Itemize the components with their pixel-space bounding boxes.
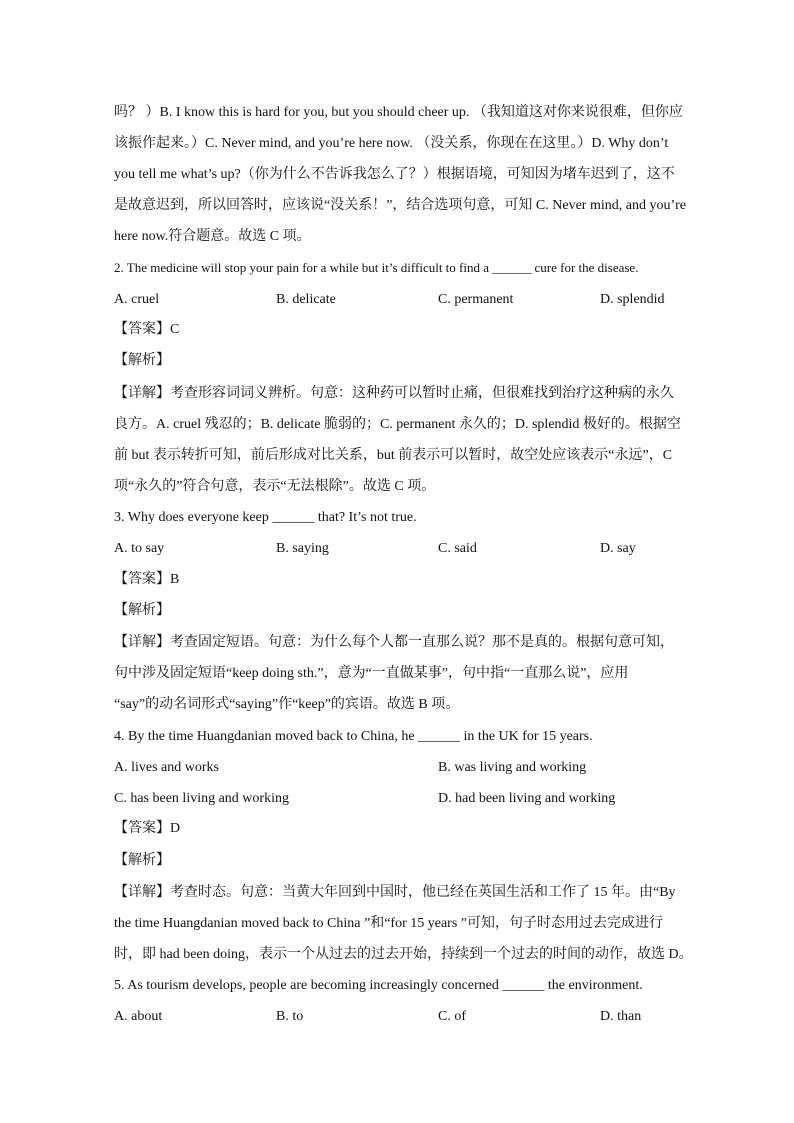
intro-line-2: 该振作起来。）C. Never mind, and you’re here now. （没关系，你现在在这里。）D. Why don’t — [114, 136, 669, 151]
question-2-option-b: B. delicate — [276, 292, 336, 307]
question-3-option-a: A. to say — [114, 541, 165, 556]
question-2-option-c: C. permanent — [438, 292, 514, 307]
question-3-option-d: D. say — [600, 541, 636, 556]
question-4-detail-3: 时，即 had been doing，表示一个从过去的过去开始，持续到一个过去的时间的动作，故选 D。 — [114, 947, 693, 962]
question-2-analysis-label: 【解析】 — [114, 353, 170, 368]
question-2-stem: 2. The medicine will stop your pain for a while but it’s difficult to find a ______ cure for the disease. — [114, 260, 639, 275]
question-3-detail-2: 句中涉及固定短语“keep doing sth.”，意为“一直做某事”，句中指“一直那么说”，应用 — [114, 666, 629, 681]
question-2-detail-4: 项“永久的”符合句意，表示“无法根除”。故选 C 项。 — [114, 479, 436, 494]
question-3-answer: 【答案】B — [114, 572, 180, 587]
question-4-answer: 【答案】D — [114, 821, 181, 836]
question-5-option-a: A. about — [114, 1009, 163, 1024]
question-3-option-c: C. said — [438, 541, 477, 556]
question-4-analysis-label: 【解析】 — [114, 853, 170, 868]
question-4-stem: 4. By the time Huangdanian moved back to China, he ______ in the UK for 15 years. — [114, 729, 593, 744]
question-4-option-b: B. was living and working — [438, 760, 587, 775]
question-3-detail-1: 【详解】考查固定短语。句意：为什么每个人都一直那么说？那不是真的。根据句意可知， — [114, 635, 674, 650]
question-5-stem: 5. As tourism develops, people are becoming increasingly concerned ______ the environment. — [114, 978, 643, 993]
question-2-answer: 【答案】C — [114, 322, 180, 337]
intro-line-1: 吗？ ）B. I know this is hard for you, but you should cheer up. （我知道这对你来说很难，但你应 — [114, 105, 683, 120]
question-4-option-d: D. had been living and working — [438, 791, 616, 806]
question-4-option-a: A. lives and works — [114, 760, 219, 775]
intro-line-5: here now.符合题意。故选 C 项。 — [114, 229, 311, 244]
question-3-analysis-label: 【解析】 — [114, 603, 170, 618]
question-3-stem: 3. Why does everyone keep ______ that? It’s not true. — [114, 510, 417, 525]
question-2-option-d: D. splendid — [600, 292, 665, 307]
question-2-detail-3: 前 but 表示转折可知，前后形成对比关系，but 前表示可以暂时，故空处应该表示“永远”，C — [114, 448, 673, 463]
question-3-detail-3: “say”的动名词形式“saying”作“keep”的宾语。故选 B 项。 — [114, 697, 460, 712]
intro-line-4: 是故意迟到，所以回答时，应该说“没关系！”，结合选项句意，可知 C. Never mind, and you’re — [114, 198, 686, 213]
question-2-option-a: A. cruel — [114, 292, 160, 307]
question-2-detail-2: 良方。A. cruel 残忍的；B. delicate 脆弱的；C. permanent 永久的；D. splendid 极好的。根据空 — [114, 417, 681, 432]
question-5-option-c: C. of — [438, 1009, 466, 1024]
question-4-detail-1: 【详解】考查时态。句意：当黄大年回到中国时，他已经在英国生活和工作了 15 年。由“By — [114, 885, 676, 900]
question-4-option-c: C. has been living and working — [114, 791, 289, 806]
question-4-detail-2: the time Huangdanian moved back to China ”和“for 15 years ”可知，句子时态用过去完成进行 — [114, 916, 663, 931]
intro-line-3: you tell me what’s up?（你为什么不告诉我怎么了？）根据语境，可知因为堵车迟到了，这不 — [114, 167, 675, 182]
question-5-option-d: D. than — [600, 1009, 642, 1024]
question-3-option-b: B. saying — [276, 541, 329, 556]
question-5-option-b: B. to — [276, 1009, 304, 1024]
question-2-detail-1: 【详解】考查形容词词义辨析。句意：这种药可以暂时止痛，但很难找到治疗这种病的永久 — [114, 386, 674, 401]
